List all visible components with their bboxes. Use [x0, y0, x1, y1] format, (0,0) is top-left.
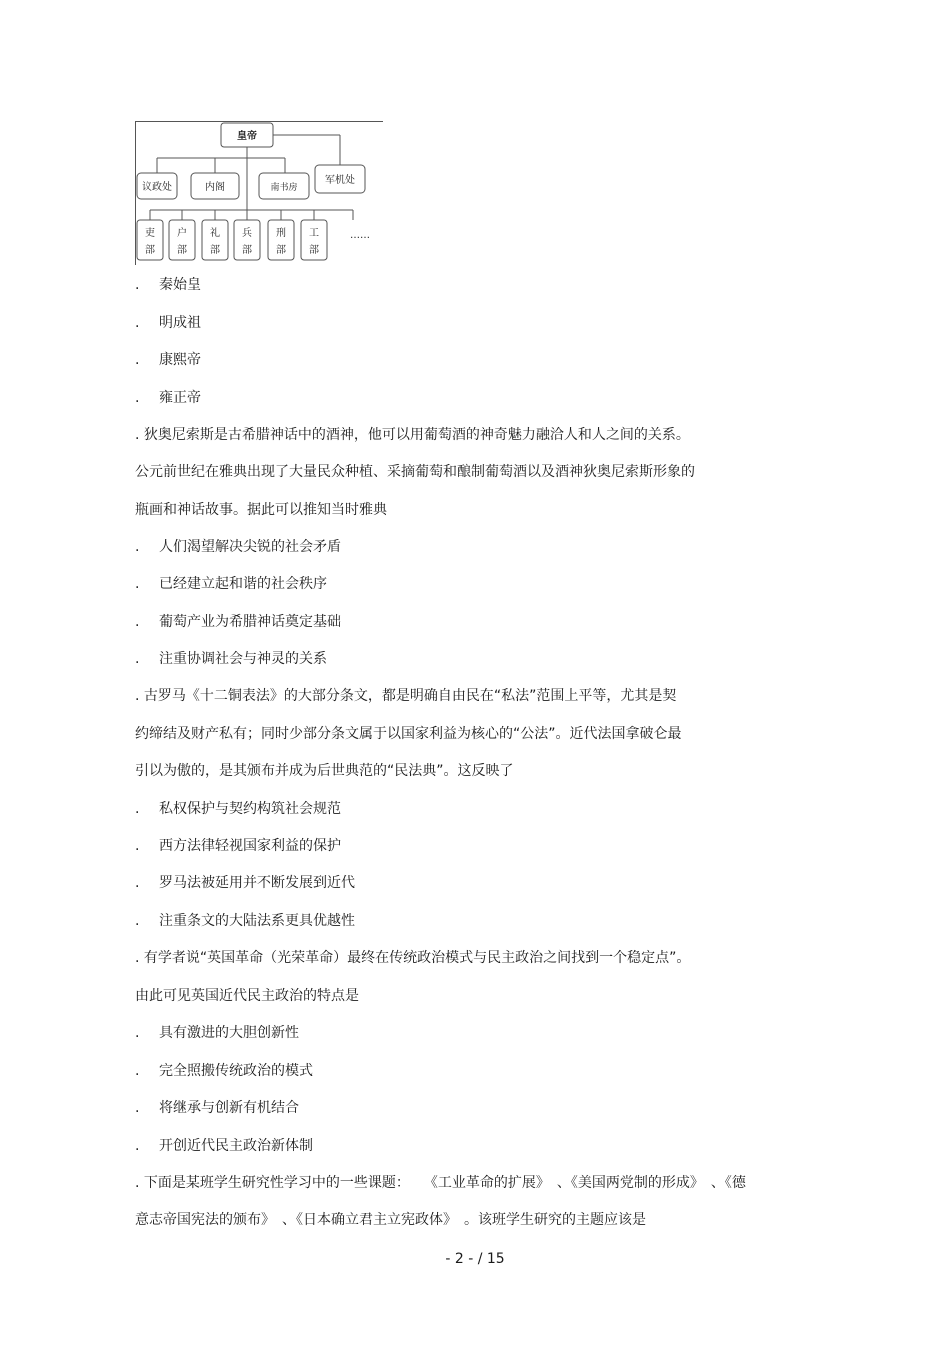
q4-option-a: . 具有激进的大胆创新性 [135, 1025, 299, 1041]
q3-option-a: . 私权保护与契约构筑社会规范 [135, 801, 341, 817]
diagram-row2-4-b: 部 [276, 245, 286, 256]
diagram-row2-3-b: 部 [242, 245, 252, 256]
diagram-row2-2-a: 礼 [210, 228, 220, 239]
diagram-row1-0: 议政处 [142, 182, 172, 193]
diagram-row2-5-b: 部 [309, 245, 319, 256]
q4-option-b: . 完全照搬传统政治的模式 [135, 1063, 313, 1079]
q4-option-c: . 将继承与创新有机结合 [135, 1100, 299, 1116]
q1-option-b: . 明成祖 [135, 315, 201, 331]
q1-option-d: . 雍正帝 [135, 390, 201, 406]
q3-option-b: . 西方法律轻视国家利益的保护 [135, 838, 341, 854]
q2-option-d: . 注重协调社会与神灵的关系 [135, 651, 327, 667]
q2-option-c: . 葡萄产业为希腊神话奠定基础 [135, 614, 341, 630]
diagram-row2-5-a: 工 [309, 228, 319, 239]
q2-stem-line-2: 公元前世纪在雅典出现了大量民众种植、采摘葡萄和酿制葡萄酒以及酒神狄奥尼索斯形象的 [135, 464, 695, 480]
q3-option-c: . 罗马法被延用并不断发展到近代 [135, 875, 355, 891]
q3-option-d: . 注重条文的大陆法系更具优越性 [135, 913, 355, 929]
q5-stem-line-2: 意志帝国宪法的颁布》 、《日本确立君主立宪政体》 。该班学生研究的主题应该是 [135, 1212, 646, 1228]
q2-stem-line-3: 瓶画和神话故事。据此可以推知当时雅典 [135, 502, 387, 518]
q3-stem-line-1: . 古罗马《十二铜表法》的大部分条文，都是明确自由民在“私法”范围上平等，尤其是契 [135, 688, 677, 704]
q5-stem-line-1: . 下面是某班学生研究性学习中的一些课题： 《工业革命的扩展》 、《美国两党制的形成》 、《德 [135, 1175, 746, 1191]
q4-stem-line-2: 由此可见英国近代民主政治的特点是 [135, 988, 359, 1004]
q3-stem-line-2: 约缔结及财产私有；同时少部分条文属于以国家利益为核心的“公法”。近代法国拿破仑最 [135, 726, 682, 742]
diagram-row2-4-a: 刑 [276, 228, 286, 239]
diagram-top: 皇帝 [237, 131, 257, 142]
q4-stem-line-1: . 有学者说“英国革命（光荣革命）最终在传统政治模式与民主政治之间找到一个稳定点”。 [135, 950, 691, 966]
diagram-row2-2-b: 部 [210, 245, 220, 256]
q2-option-b: . 已经建立起和谐的社会秩序 [135, 576, 327, 592]
diagram-row1-2: 南书房 [270, 183, 298, 193]
q2-stem-line-1: . 狄奥尼索斯是古希腊神话中的酒神，他可以用葡萄酒的神奇魅力融洽人和人之间的关系。 [135, 427, 690, 443]
q4-option-d: . 开创近代民主政治新体制 [135, 1138, 313, 1154]
diagram-row2-3-a: 兵 [242, 228, 252, 239]
page-number: - 2 - / 15 [445, 1251, 505, 1267]
diagram-row2-1-b: 部 [177, 245, 187, 256]
q1-option-a: . 秦始皇 [135, 277, 201, 293]
diagram-more: …… [350, 230, 370, 241]
diagram-row1-3: 军机处 [325, 175, 355, 186]
diagram-row2-1-a: 户 [177, 228, 187, 239]
diagram-row1-1: 内阁 [205, 182, 225, 193]
q1-option-c: . 康熙帝 [135, 352, 201, 368]
org-chart-diagram [135, 120, 385, 265]
diagram-row2-0-a: 吏 [145, 228, 155, 239]
diagram-row2-0-b: 部 [145, 245, 155, 256]
q3-stem-line-3: 引以为傲的，是其颁布并成为后世典范的“民法典”。这反映了 [135, 763, 514, 779]
q2-option-a: . 人们渴望解决尖锐的社会矛盾 [135, 539, 341, 555]
